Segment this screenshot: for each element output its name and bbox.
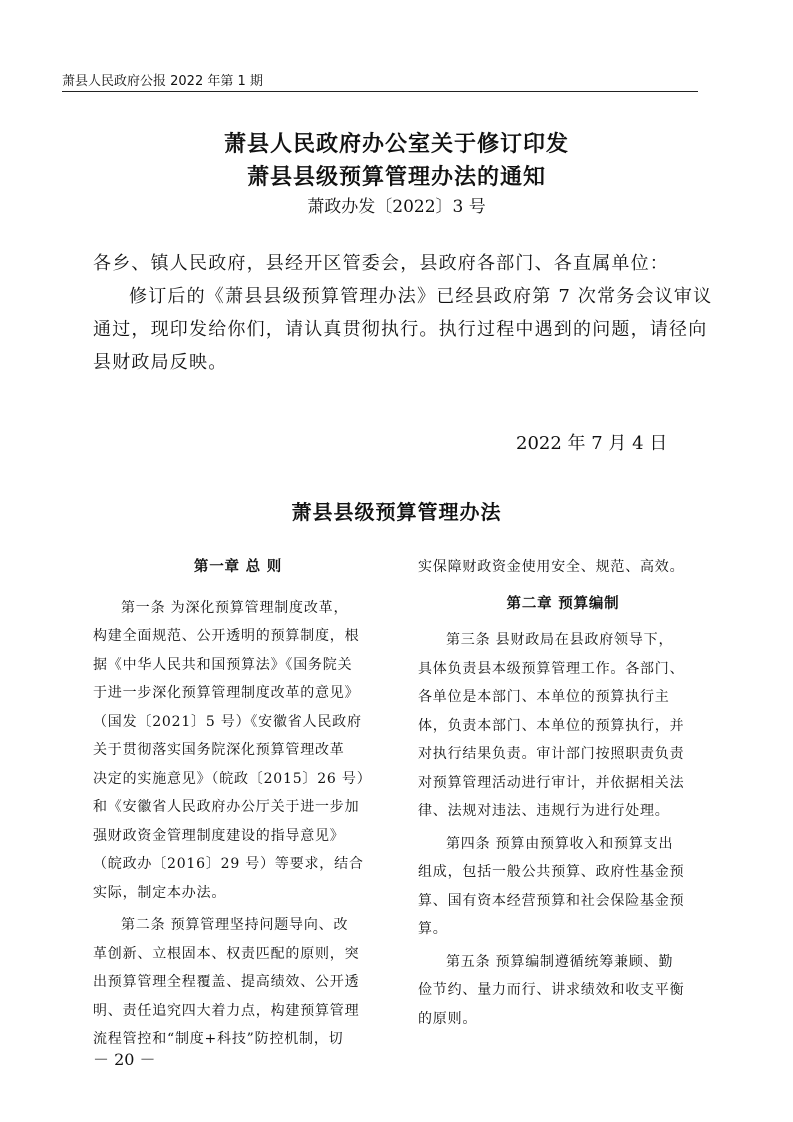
notice-title-line2: 萧县县级预算管理办法的通知 (246, 164, 546, 190)
article-1-line: 于进一步深化预算管理制度改革的意见》 (93, 685, 360, 701)
notice-title-line1: 萧县人民政府办公室关于修订印发 (223, 131, 569, 157)
article-3-line: 体，负责本部门、本单位的预算执行，并 (418, 717, 685, 734)
article-5-line: 的原则。 (418, 1010, 478, 1027)
article-2-line: 明、责任追究四大着力点，构建预算管理 (93, 1002, 360, 1019)
chapter-2-heading: 第二章 预算编制 (506, 595, 620, 612)
article-5-line: 俭节约、量力而行、讲求绩效和收支平衡 (418, 982, 685, 998)
chapter-1-heading: 第一章 总 则 (193, 559, 283, 575)
left-column (93, 553, 383, 1054)
article-1-line: 决定的实施意见》（皖政〔2015〕26 号） (93, 770, 372, 787)
article-2-line: 预算管理坚持问题导向、改 (165, 917, 349, 933)
article-4-line: 预算由预算收入和预算支出 (490, 835, 674, 852)
article-1-line: 和《安徽省人民政府办公厅关于进一步加 (93, 799, 360, 815)
article-1-line: （皖政办〔2016〕29 号）等要求，结合 (93, 856, 364, 872)
article-1-line: 为深化预算管理制度改革， (165, 599, 349, 616)
article-3-line: 对预算管理活动进行审计，并依据相关法 (418, 774, 685, 791)
recipients: 各乡、镇人民政府，县经开区管委会，县政府各部门、各直属单位： (93, 253, 669, 274)
article-3-line: 对执行结果负责。审计部门按照职责负责 (418, 746, 685, 762)
article-5-line: 预算编制遵循统筹兼顾、勤 (490, 953, 674, 970)
page-header: 萧县人民政府公报 2022 年第 1 期 (62, 74, 263, 89)
article-2-label: 第二条 (121, 917, 166, 933)
article-3-line: 律、法规对违法、违规行为进行处理。 (418, 803, 670, 819)
notice-date: 2022 年 7 月 4 日 (516, 433, 668, 454)
article-5-label: 第五条 (446, 953, 491, 970)
article-4-line: 算、国有资本经营预算和社会保险基金预 (418, 892, 685, 909)
regulation-title: 萧县县级预算管理办法 (291, 500, 502, 524)
article-2-line: 革创新、立根固本、权责匹配的原则，突 (93, 945, 360, 962)
article-3-line: 各单位是本部门、本单位的预算执行主 (418, 689, 670, 705)
article-4-line: 组成，包括一般公共预算、政府性基金预 (418, 864, 685, 880)
article-2-line: 流程管控和“制度+科技”防控机制，切 (93, 1031, 344, 1047)
article-2-line: 出预算管理全程覆盖、提高绩效、公开透 (93, 974, 360, 990)
doc-number: 萧政办发〔2022〕3 号 (307, 197, 486, 217)
article-4-line: 算。 (418, 921, 448, 937)
article-3-label: 第三条 (446, 632, 491, 648)
header-rule (62, 91, 698, 92)
article-1-line: 据《中华人民共和国预算法》《国务院关 (93, 656, 353, 673)
notice-body-line3: 县财政局反映。 (93, 352, 228, 373)
article-1-line: 关于贯彻落实国务院深化预算管理改革 (93, 742, 345, 758)
notice-body-line2: 通过，现印发给你们，请认真贯彻执行。执行过程中遇到的问题，请径向 (93, 319, 708, 340)
page-number: － 20 － (93, 1050, 156, 1069)
right-column (418, 553, 708, 1033)
article-1-line: 强财政资金管理制度建设的指导意见》 (93, 827, 345, 844)
article-1-line: 构建全面规范、公开透明的预算制度，根 (93, 628, 360, 644)
continuation-line: 实保障财政资金使用安全、规范、高效。 (418, 559, 685, 575)
article-4-label: 第四条 (446, 835, 491, 852)
notice-body-line1: 修订后的《萧县县级预算管理办法》已经县政府第 7 次常务会议审议 (129, 286, 713, 307)
article-1-label: 第一条 (121, 599, 166, 616)
article-3-line: 县财政局在县政府领导下， (490, 632, 674, 648)
article-1-line: （国发〔2021〕5 号）《安徽省人民政府 (93, 713, 362, 730)
article-3-line: 具体负责县本级预算管理工作。各部门、 (418, 660, 685, 677)
article-1-line: 实际，制定本办法。 (93, 884, 227, 901)
